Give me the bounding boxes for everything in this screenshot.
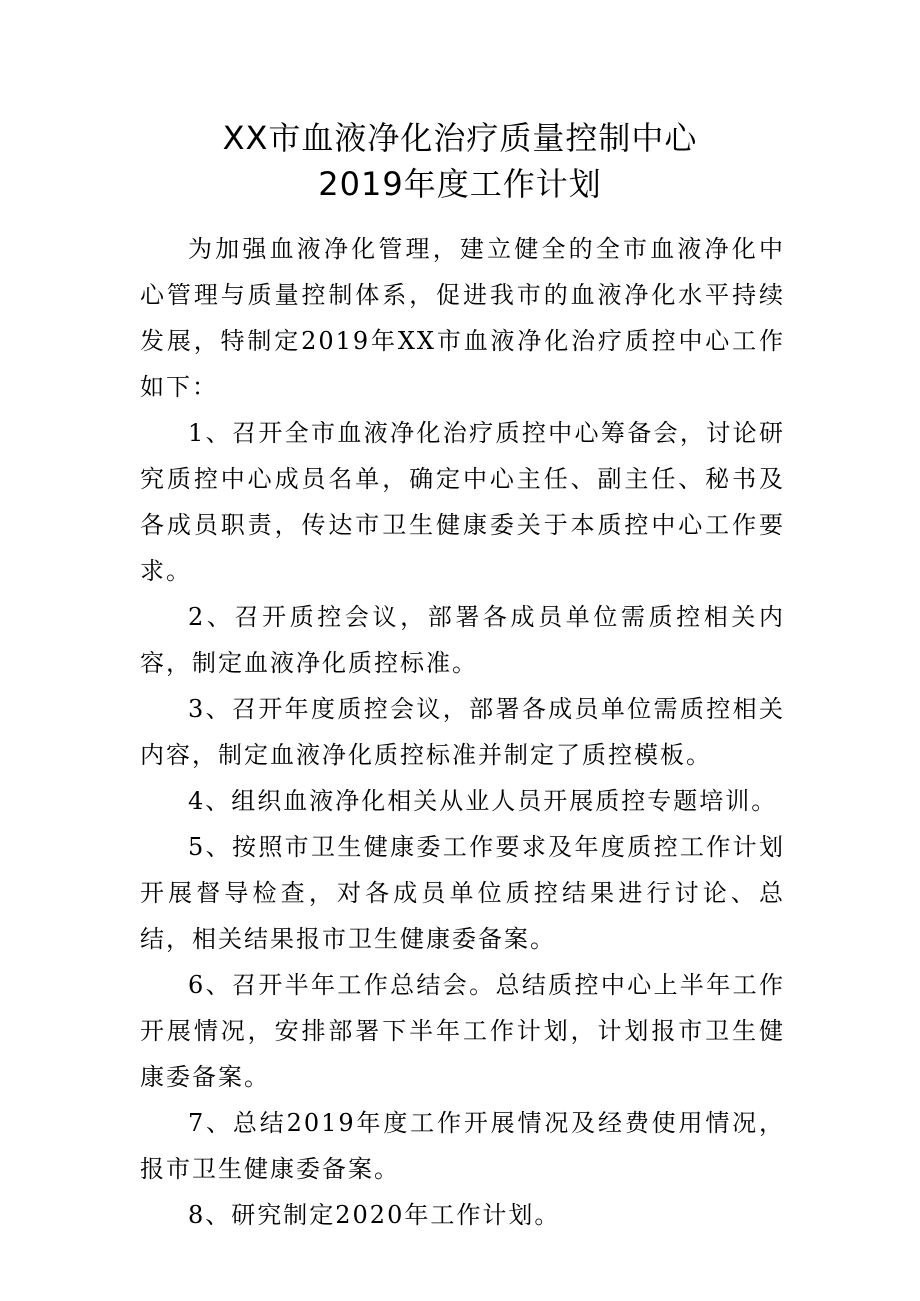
plan-item-3: 3、召开年度质控会议，部署各成员单位需质控相关内容，制定血液净化质控标准并制定了质控模板。	[140, 695, 785, 769]
plan-item-6: 6、召开半年工作总结会。总结质控中心上半年工作开展情况，安排部署下半年工作计划，计划报市卫生健康委备案。	[140, 971, 785, 1091]
plan-item-7: 7、总结2019年度工作开展情况及经费使用情况，报市卫生健康委备案。	[140, 1109, 785, 1183]
document-title-line1: XX市血液净化治疗质量控制中心	[222, 119, 698, 157]
plan-item-8: 8、研究制定2020年工作计划。	[188, 1201, 561, 1229]
plan-item-4: 4、组织血液净化相关从业人员开展质控专题培训。	[188, 787, 778, 815]
intro-paragraph: 为加强血液净化管理，建立健全的全市血液净化中心管理与质量控制体系，促进我市的血液净化水平持续发展，特制定2019年XX市血液净化治疗质控中心工作如下：	[140, 235, 785, 401]
plan-item-1: 1、召开全市血液净化治疗质控中心筹备会，讨论研究质控中心成员名单，确定中心主任、副主任、秘书及各成员职责，传达市卫生健康委关于本质控中心工作要求。	[140, 419, 785, 585]
plan-item-2: 2、召开质控会议，部署各成员单位需质控相关内容，制定血液净化质控标准。	[140, 603, 785, 677]
document-body	[140, 226, 785, 1238]
document-title-line2: 2019年度工作计划	[318, 165, 602, 203]
plan-item-5: 5、按照市卫生健康委工作要求及年度质控工作计划开展督导检查，对各成员单位质控结果进行讨论、总结，相关结果报市卫生健康委备案。	[140, 833, 785, 953]
